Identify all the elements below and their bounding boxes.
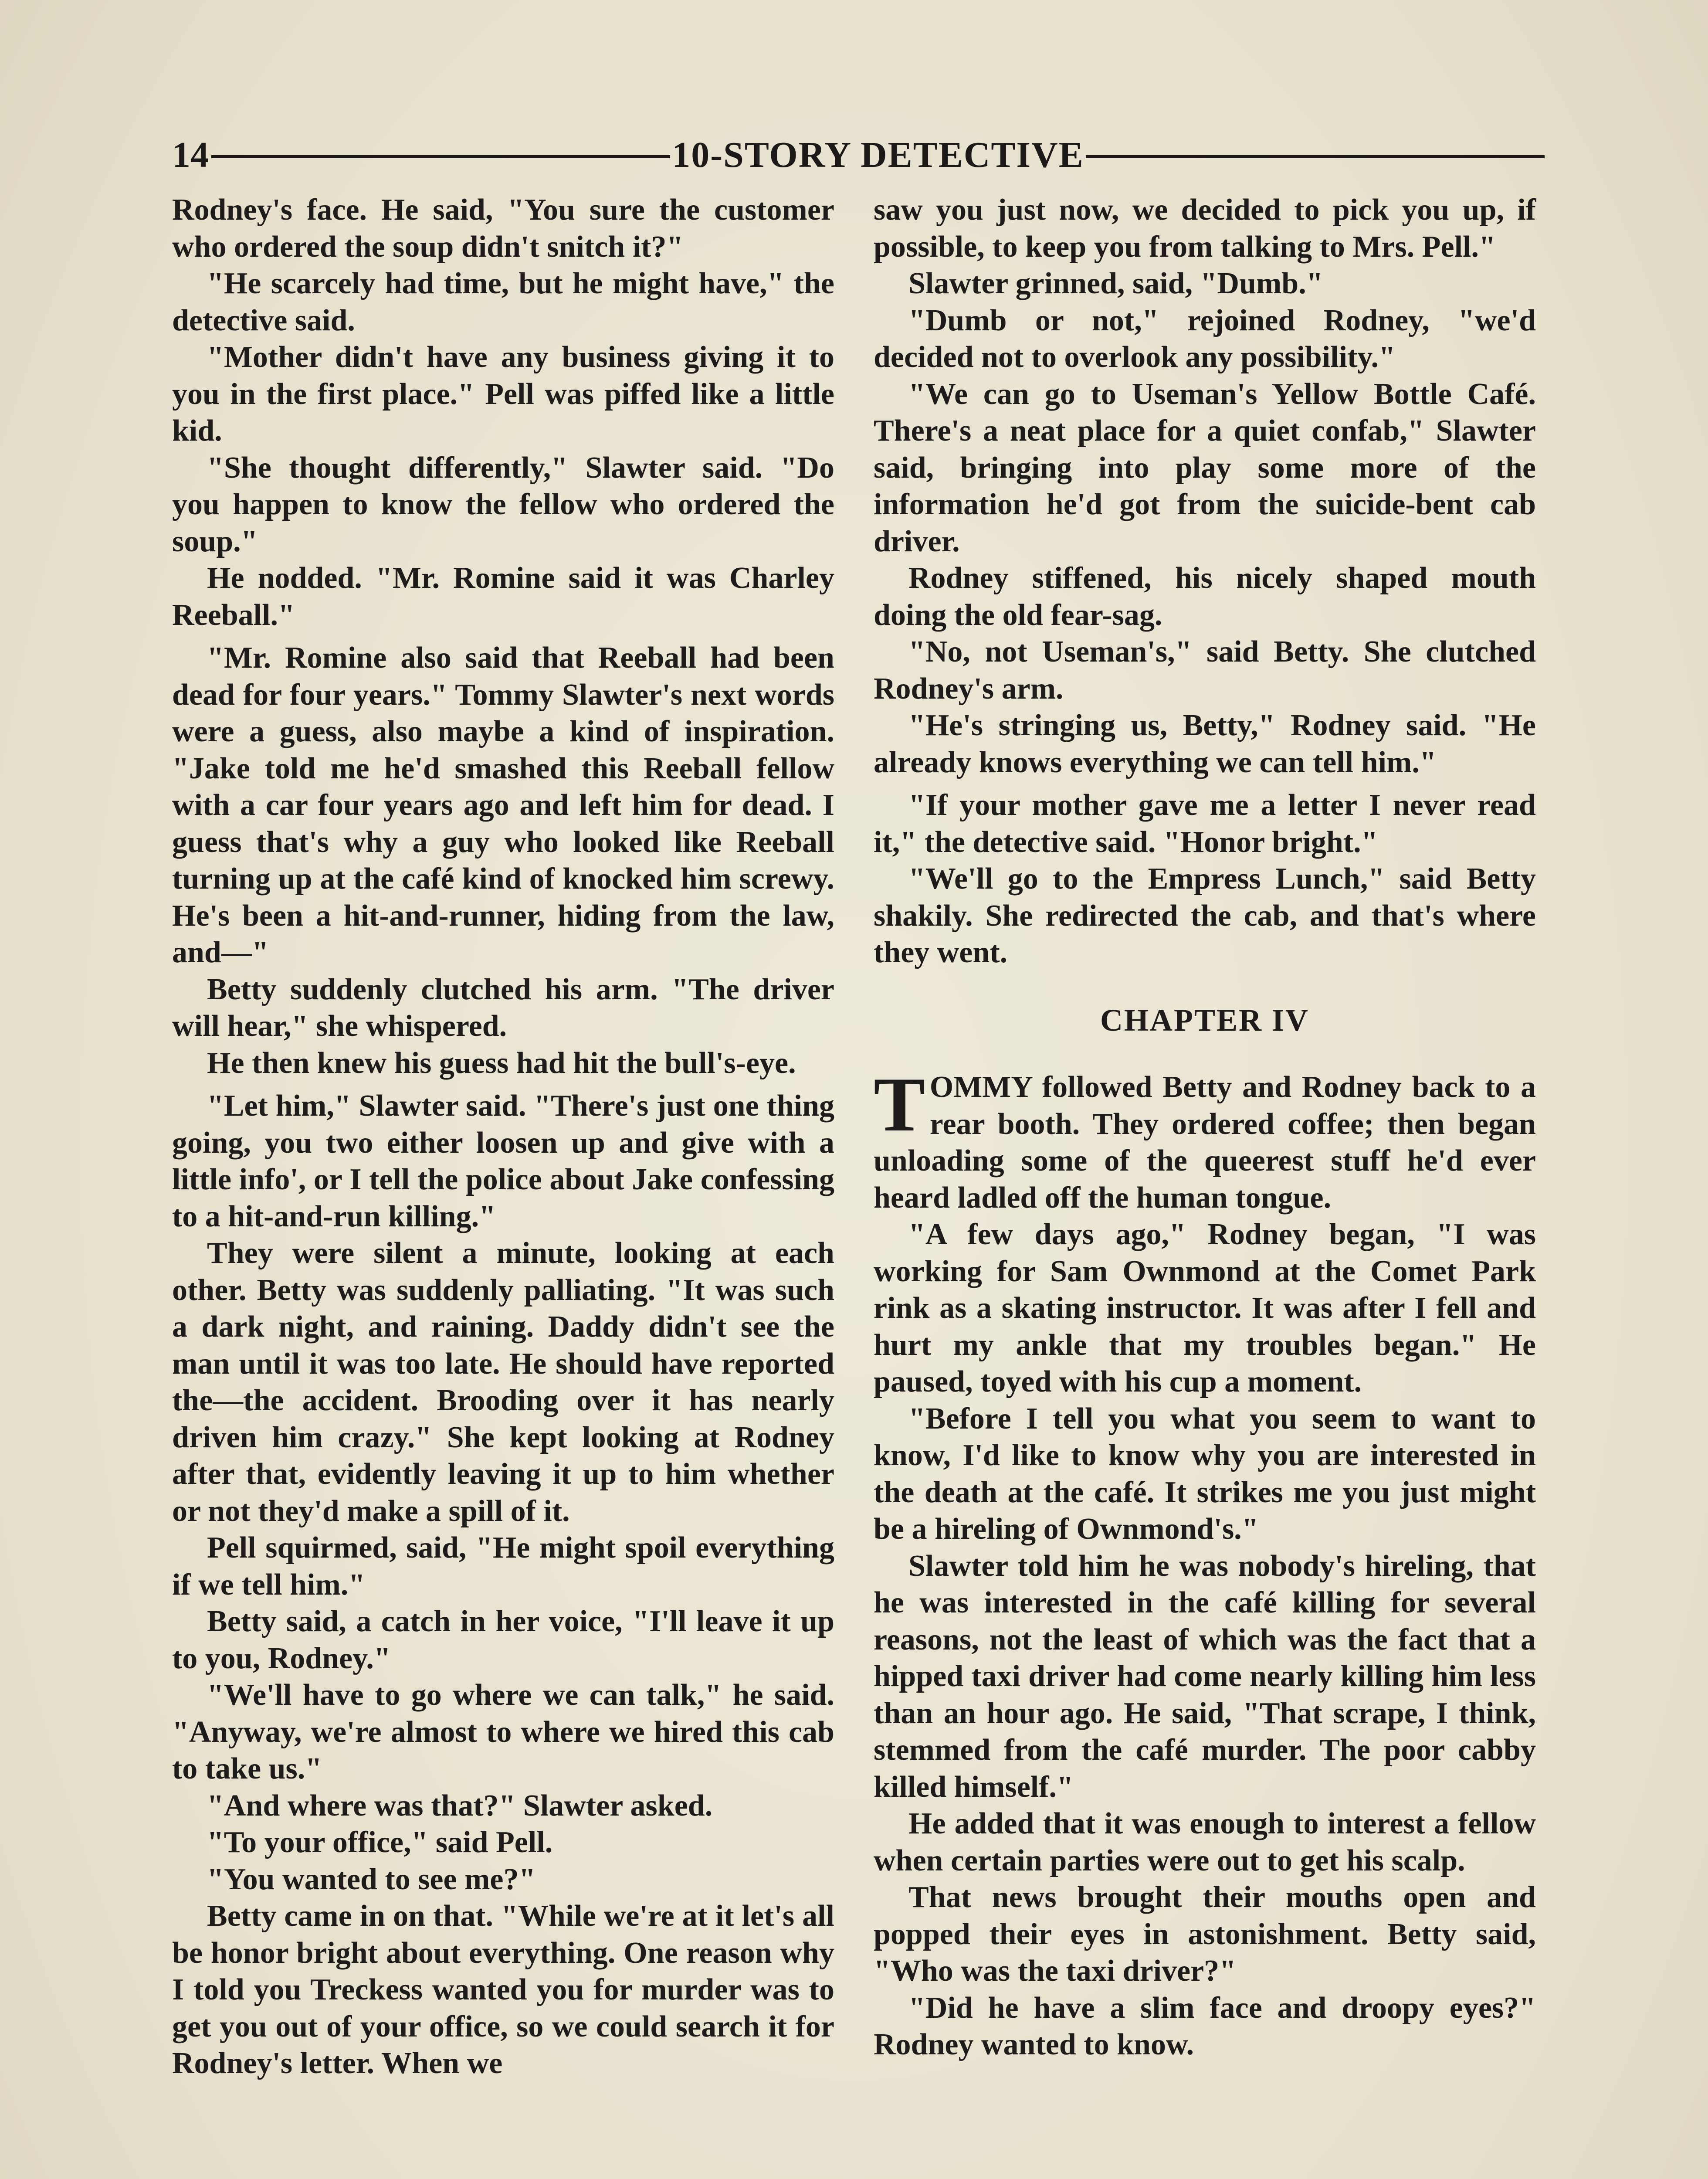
paragraph: They were silent a minute, looking at each other. Betty was suddenly palliating. "It was such a dark night, and raining. Daddy didn't see the man until it was too late. He should have reported the—the accident. Brooding over it has nearly driven him crazy." She kept looking at Rodney after that, evidently leaving it up to him whether or not they'd make a spill of it.	[172, 1236, 834, 1528]
paragraph: "Mother didn't have any business giving it to you in the first place." Pell was piffed like a little kid.	[172, 340, 834, 448]
paragraph: Slawter grinned, said, "Dumb."	[908, 267, 1323, 300]
paragraph: "If your mother gave me a letter I never read it," the detective said. "Honor bright."	[874, 788, 1536, 859]
chapter-heading: CHAPTER IV	[1100, 1002, 1310, 1038]
paragraph: "He's stringing us, Betty," Rodney said. "He already knows everything we can tell him."	[874, 709, 1536, 779]
paragraph: Slawter told him he was nobody's hireling, that he was interested in the café killing for several reasons, not the least of which was the fact that a hipped taxi driver had come nearly killing him less than an hour ago. He said, "That scrape, I think, stemmed from the café murder. The poor cabby killed himself."	[874, 1549, 1536, 1804]
paragraph: That news brought their mouths open and popped their eyes in astonishment. Betty said, "Who was the taxi driver?"	[874, 1880, 1536, 1988]
paragraph: "A few days ago," Rodney began, "I was working for Sam Ownmond at the Comet Park rink as a skating instructor. It was after I fell and hurt my ankle that my troubles began." He paused, toyed with his cup a moment.	[874, 1218, 1536, 1398]
right-column	[874, 192, 1536, 2064]
paragraph: Rodney's face. He said, "You sure the customer who ordered the soup didn't snitch it?"	[172, 193, 834, 264]
paragraph: Rodney stiffened, his nicely shaped mouth doing the old fear-sag.	[874, 561, 1536, 632]
paragraph: Betty came in on that. "While we're at it let's all be honor bright about everything. One reason why I told you Treckess wanted you for murder was to get you out of your office, so we could search it for Rodney's letter. When we	[172, 1899, 834, 2080]
paragraph: He added that it was enough to interest a fellow when certain parties were out to get his scalp.	[874, 1807, 1536, 1877]
paragraph: "Let him," Slawter said. "There's just one thing going, you two either loosen up and give with a little info', or I tell the police about Jake confessing to a hit-and-run killing."	[172, 1089, 834, 1233]
paragraph: "And where was that?" Slawter asked.	[207, 1789, 713, 1823]
page-header	[172, 131, 1545, 179]
paragraph: He nodded. "Mr. Romine said it was Charley Reeball."	[172, 561, 834, 632]
paragraph: "To your office," said Pell.	[207, 1826, 553, 1859]
paragraph: "Dumb or not," rejoined Rodney, "we'd decided not to overlook any possibility."	[874, 303, 1536, 374]
paragraph: He then knew his guess had hit the bull's-eye.	[207, 1046, 796, 1080]
paragraph: "Mr. Romine also said that Reeball had been dead for four years." Tommy Slawter's next words were a guess, also maybe a kind of inspiration. "Jake told me he'd smashed this Reeball fellow with a car four years ago and left him for dead. I guess that's why a guy who looked like Reeball turning up at the café kind of knocked him screwy. He's been a hit-and-runner, hiding from the law, and—"	[172, 641, 834, 969]
paragraph: saw you just now, we decided to pick you up, if possible, to keep you from talking to Mrs. Pell."	[874, 193, 1536, 264]
paragraph: "We can go to Useman's Yellow Bottle Café. There's a neat place for a quiet confab," Slawter said, bringing into play some more of the information he'd got from the suicide-bent cab driver.	[874, 377, 1536, 558]
paragraph: Pell squirmed, said, "He might spoil everything if we tell him."	[172, 1531, 834, 1602]
chapter-opening-paragraph	[874, 1061, 1536, 1216]
page-number: 14	[172, 134, 209, 175]
paragraph: Betty said, a catch in her voice, "I'll leave it up to you, Rodney."	[172, 1605, 834, 1675]
left-column	[172, 192, 834, 2082]
paragraph: "We'll go to the Empress Lunch," said Betty shakily. She redirected the cab, and that's where they went.	[874, 862, 1536, 969]
magazine-title: 10-STORY DETECTIVE	[672, 134, 1084, 175]
paragraph: "Before I tell you what you seem to want to know, I'd like to know why you are interested in the death at the café. It strikes me you just might be a hireling of Ownmond's."	[874, 1402, 1536, 1546]
paragraph: "Did he have a slim face and droopy eyes?" Rodney wanted to know.	[874, 1991, 1536, 2061]
paragraph: Betty suddenly clutched his arm. "The driver will hear," she whispered.	[172, 972, 834, 1043]
paragraph: "She thought differently," Slawter said. "Do you happen to know the fellow who ordered the soup."	[172, 451, 834, 558]
paragraph: "No, not Useman's," said Betty. She clutched Rodney's arm.	[874, 635, 1536, 706]
chapter-opening-text: OMMY followed Betty and Rodney back to a rear booth. They ordered coffee; then began unloading some of the queerest stuff he'd ever heard ladled off the human tongue.	[874, 1070, 1536, 1215]
paragraph: "We'll have to go where we can talk," he said. "Anyway, we're almost to where we hired this cab to take us."	[172, 1678, 834, 1785]
header-rule-right	[1086, 155, 1545, 158]
paragraph: "You wanted to see me?"	[207, 1862, 536, 1896]
paragraph: "He scarcely had time, but he might have," the detective said.	[172, 267, 834, 337]
drop-cap: T	[874, 1061, 925, 1147]
header-rule-left	[211, 155, 670, 158]
